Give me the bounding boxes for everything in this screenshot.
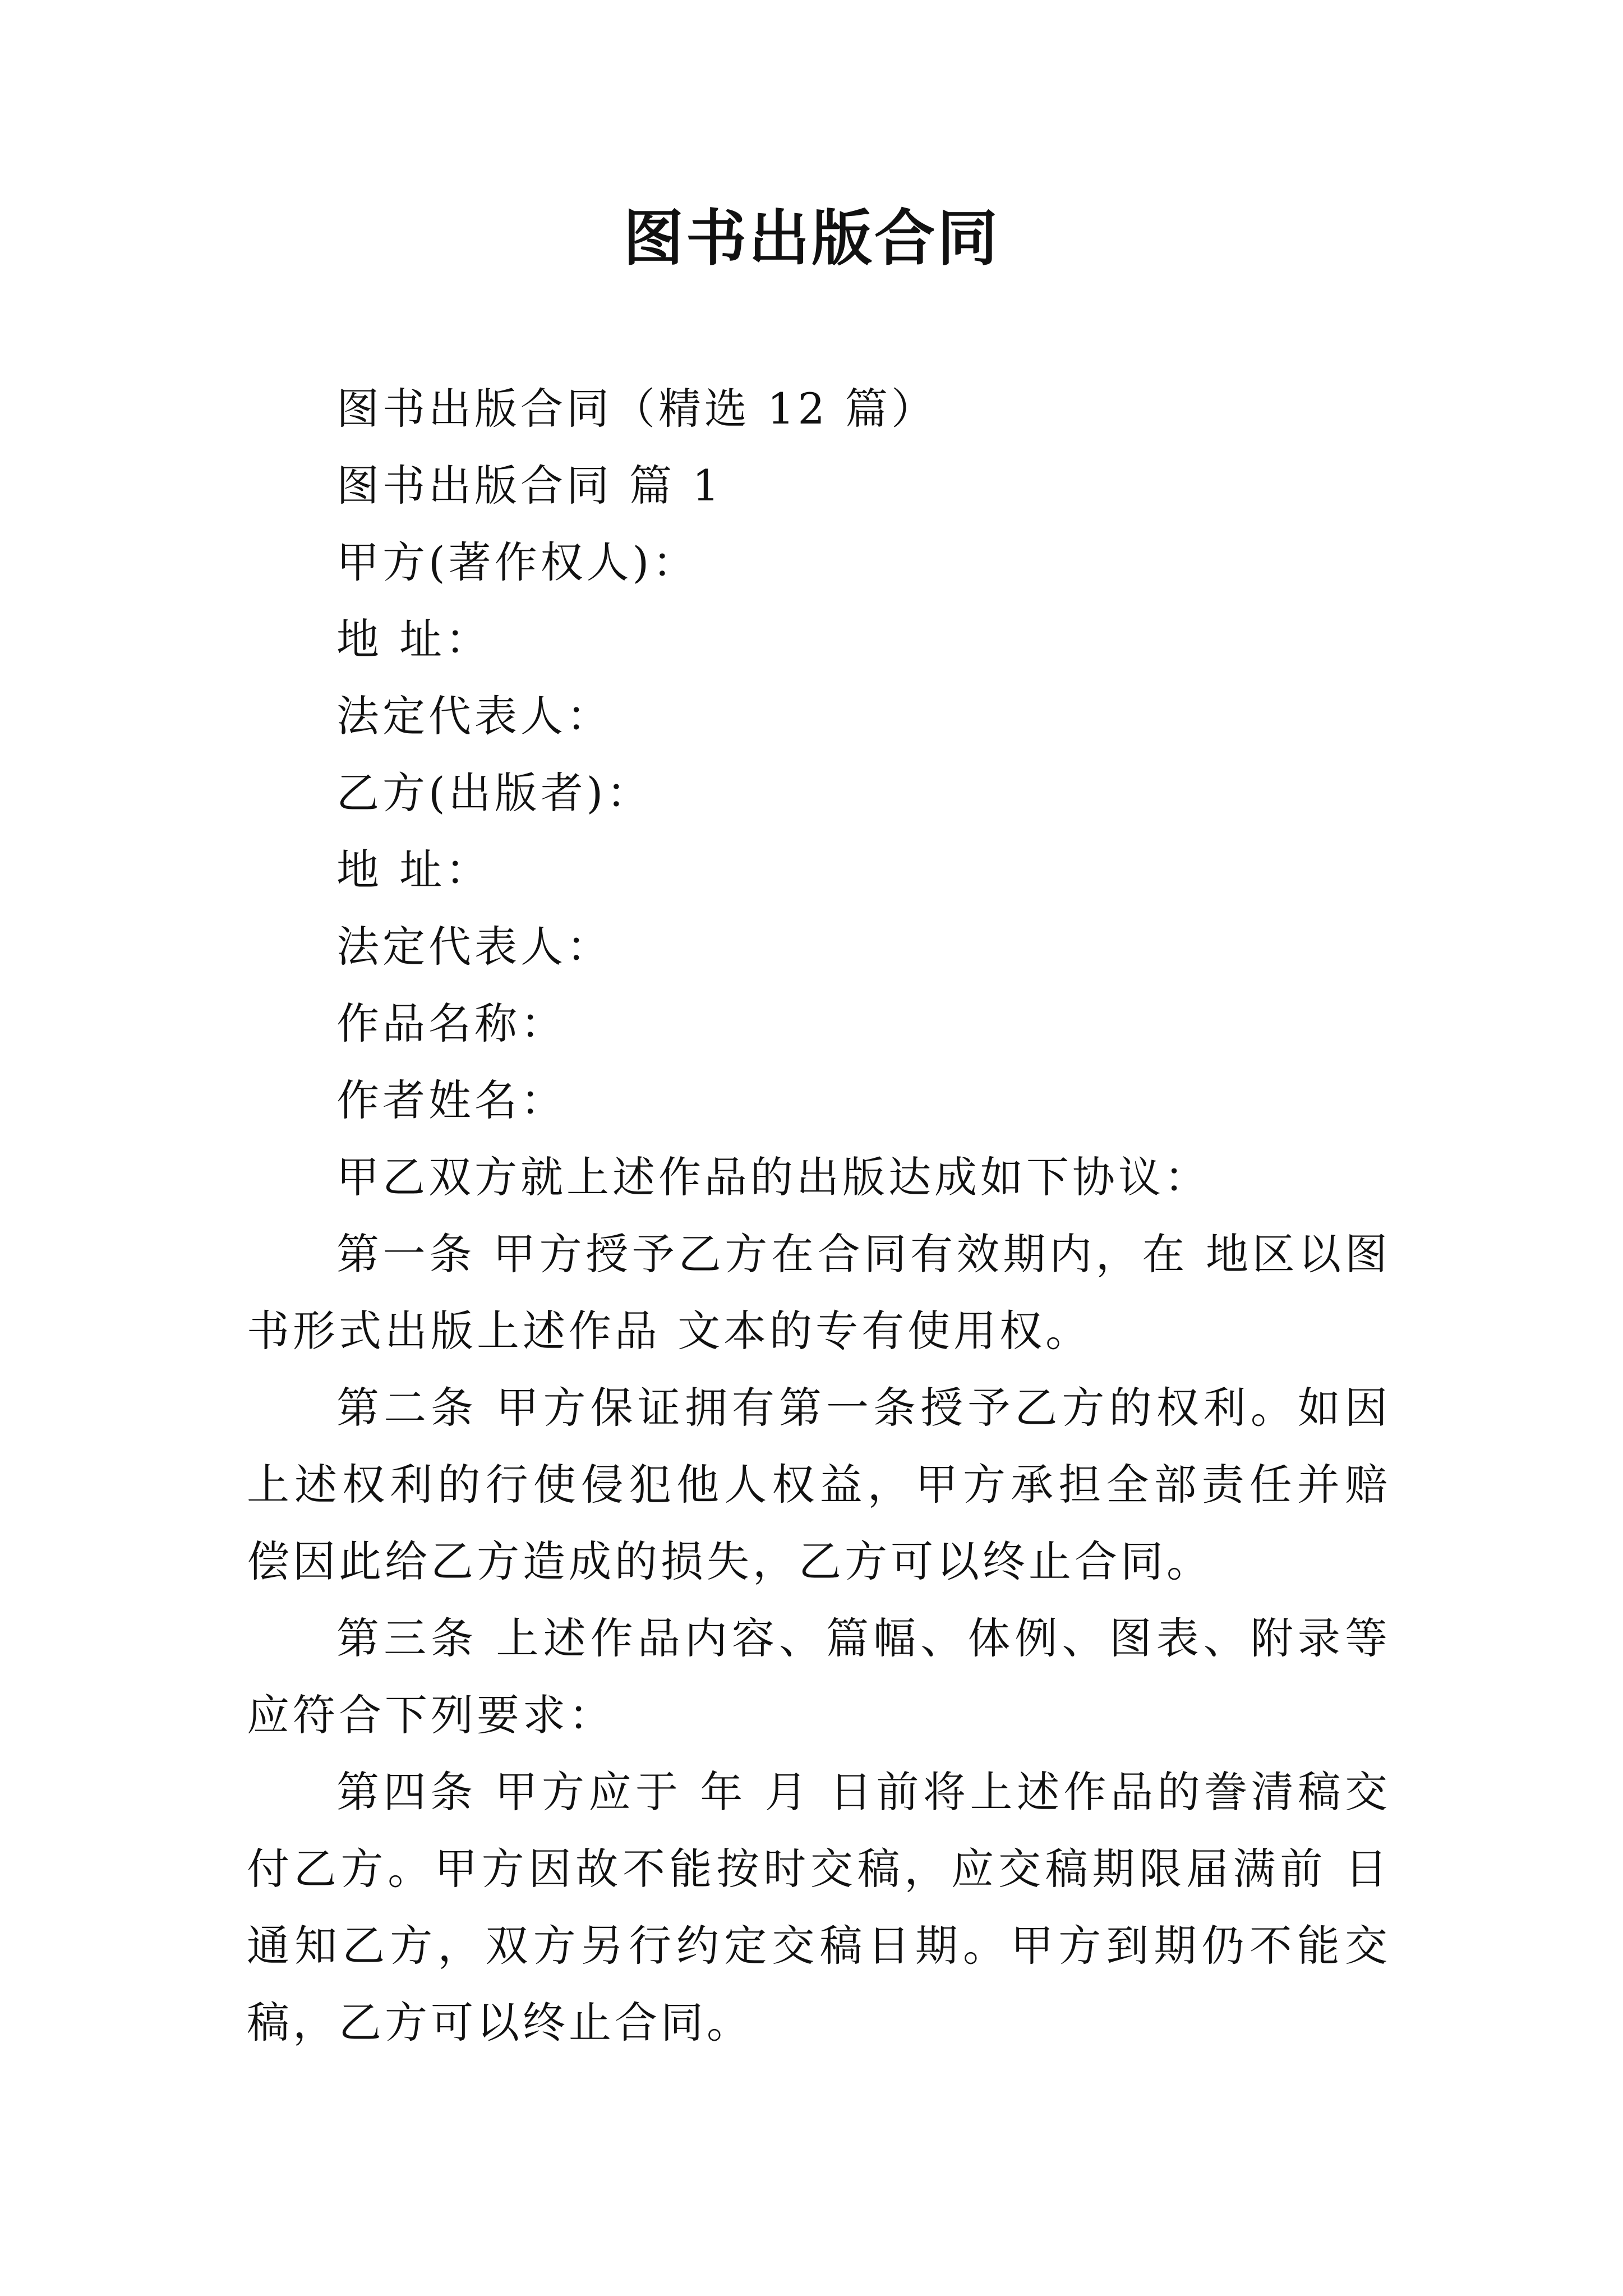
paragraph-article-1: 第一条 甲方授予乙方在合同有效期内，在 地区以图书形式出版上述作品 文本的专有使用权。 bbox=[247, 1229, 1391, 1356]
paragraph-party-b: 乙方(出版者)： bbox=[336, 768, 653, 818]
paragraph-article-4: 第四条 甲方应于 年 月 日前将上述作品的誊清稿交付乙方。甲方因故不能按时交稿，应交稿期限届满前 日通知乙方，双方另行约定交稿日期。甲方到期仍不能交稿，乙方可以终止合同。 bbox=[247, 1767, 1391, 2047]
paragraph-party-a-address: 地 址： bbox=[336, 614, 492, 664]
paragraph-article-2: 第二条 甲方保证拥有第一条授予乙方的权利。如因上述权利的行使侵犯他人权益，甲方承担全部责任并赔偿因此给乙方造成的损失，乙方可以终止合同。 bbox=[247, 1383, 1391, 1586]
paragraph-work-name: 作品名称： bbox=[336, 999, 566, 1048]
document-body bbox=[247, 370, 1391, 2061]
paragraph-author-name: 作者姓名： bbox=[336, 1075, 566, 1125]
paragraph-party-a-representative: 法定代表人： bbox=[336, 691, 612, 741]
paragraph-collection-title: 图书出版合同（精选 12 篇） bbox=[336, 384, 938, 434]
paragraph-section-heading: 图书出版合同 篇 1 bbox=[336, 461, 723, 510]
paragraph-party-b-representative: 法定代表人： bbox=[336, 922, 612, 972]
paragraph-party-a: 甲方(著作权人)： bbox=[336, 537, 699, 587]
paragraph-agreement-intro: 甲乙双方就上述作品的出版达成如下协议： bbox=[336, 1152, 1210, 1202]
paragraph-party-b-address: 地 址： bbox=[336, 845, 492, 895]
paragraph-article-3: 第三条 上述作品内容、篇幅、体例、图表、附录等应符合下列要求： bbox=[247, 1613, 1391, 1740]
document-title: 图书出版合同 bbox=[623, 203, 1000, 274]
